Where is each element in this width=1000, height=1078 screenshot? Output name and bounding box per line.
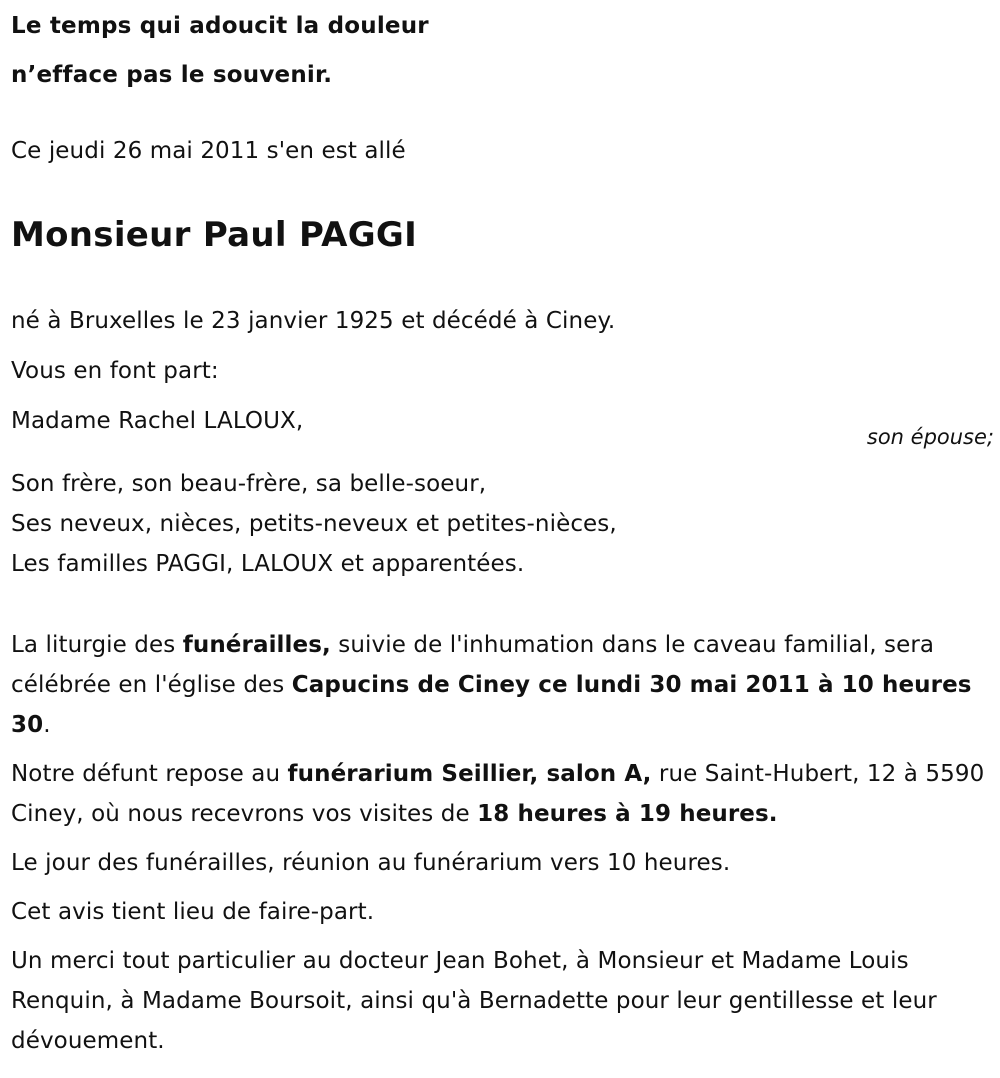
liturgy-bold-1: funérailles, bbox=[182, 632, 331, 658]
liturgy-bold-2: Capucins de Ciney ce lundi 30 mai 2011 à 10 heures 30 bbox=[11, 672, 972, 738]
spouse-role: son épouse; bbox=[866, 425, 994, 449]
family-line-1: Son frère, son beau-frère, sa belle-soeur, bbox=[11, 471, 487, 497]
rest-bold-2: 18 heures à 19 heures. bbox=[477, 801, 778, 827]
meeting-line: Le jour des funérailles, réunion au funérarium vers 10 heures. bbox=[11, 850, 731, 876]
obituary-notice bbox=[11, 0, 994, 1061]
epigraph-line-1: Le temps qui adoucit la douleur bbox=[11, 13, 429, 39]
liturgy-text-1: La liturgie des bbox=[11, 632, 183, 658]
birth-death-line: né à Bruxelles le 23 janvier 1925 et décédé à Ciney. bbox=[11, 308, 616, 334]
rest-text-1: Notre défunt repose au bbox=[11, 761, 288, 787]
spouse-name: Madame Rachel LALOUX, bbox=[11, 408, 304, 434]
family-list bbox=[11, 464, 991, 584]
rest-bold-1: funérarium Seillier, salon A, bbox=[287, 761, 652, 787]
announce-line: Vous en font part: bbox=[11, 358, 219, 384]
thanks-paragraph: Un merci tout particulier au docteur Jean Bohet, à Monsieur et Madame Louis Renquin, à Madame Boursoit, ainsi qu'à Bernadette pour leur gentillesse et leur dévouement. bbox=[11, 948, 937, 1054]
rest-paragraph bbox=[11, 754, 991, 834]
deceased-name: Monsieur Paul PAGGI bbox=[11, 215, 418, 255]
liturgy-text-3: . bbox=[43, 712, 51, 738]
family-line-2: Ses neveux, nièces, petits-neveux et petites-nièces, bbox=[11, 511, 617, 537]
intro-line: Ce jeudi 26 mai 2011 s'en est allé bbox=[11, 138, 406, 164]
epigraph-line-2: n’efface pas le souvenir. bbox=[11, 62, 333, 88]
liturgy-paragraph bbox=[11, 625, 991, 745]
notice-line: Cet avis tient lieu de faire-part. bbox=[11, 899, 375, 925]
family-line-3: Les familles PAGGI, LALOUX et apparentées. bbox=[11, 551, 525, 577]
spouse-row bbox=[11, 401, 994, 449]
rest-text-2: rue Saint-Hubert, 12 à 5590 Ciney, où nous recevrons vos visites de bbox=[11, 761, 985, 827]
liturgy-text-2: suivie de l'inhumation dans le caveau familial, sera célébrée en l'église des bbox=[11, 632, 935, 698]
epigraph bbox=[11, 2, 991, 100]
